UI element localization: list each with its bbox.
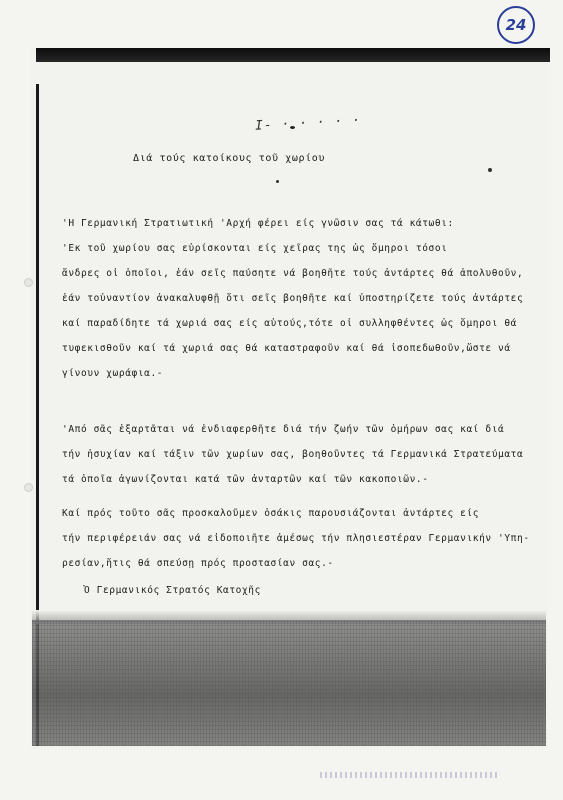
text-line: 'Η Γερμανική Στρατιωτική 'Αρχή φέρει είς γνῶσιν σας τά κάτωθι:: [62, 218, 454, 229]
scan-top-border: [36, 48, 550, 62]
document-heading: Διά τούς κατοίκους τοῦ χωρίου: [133, 153, 325, 164]
text-line: τήν ἡσυχίαν καί τάξιν τῶν χωρίων σας, βοηθοῦντες τά Γερμανικά Στρατεύματα: [62, 449, 524, 460]
text-line: τά ὁποῖα ἀγωνίζονται κατά τῶν ἀνταρτῶν καί τῶν κακοποιῶν.-: [62, 474, 429, 485]
archive-number: 24: [497, 6, 535, 44]
text-line: 'Από σᾶς ἐξαρτᾶται νά ἐνδιαφερθῆτε διά τήν ζωήν τῶν ὁμήρων σας καί διά: [62, 424, 505, 435]
text-line: ἐάν τοὐναντίον ἀνακαλυφθῇ ὅτι σεῖς βοηθῆτε καί ὑποστηρίζετε τούς ἀντάρτες: [62, 293, 524, 304]
text-line: καί παραδίδητε τά χωριά σας είς αὐτούς,τότε οἱ συλληφθέντες ὡς ὅμηροι θά: [62, 318, 518, 329]
date-stamp: I- · · · · ·: [254, 113, 362, 134]
punch-hole: [24, 278, 33, 287]
text-line: τυφεκισθοῦν καί τά χωριά σας θά καταστραφοῦν καί θά ἰσοπεδωθοῦν,ὥστε νά: [62, 343, 511, 354]
text-line: 'Εκ τοῦ χωρίου σας εὑρίσκονται είς χεῖρας της ὡς ὅμηροι τόσοι: [62, 243, 448, 254]
text-line: τήν περιφέρειάν σας νά εἰδοποιῆτε ἀμέσως τήν πλησιεστέραν Γερμανικήν 'Υπη-: [62, 533, 530, 544]
ink-speck: [488, 168, 492, 172]
scan-streak: [320, 772, 500, 778]
signature: Ὁ Γερμανικός Στρατός Κατοχῆς: [84, 585, 261, 596]
ink-speck: [276, 180, 279, 183]
text-line: ἄνδρες οἱ ὁποῖοι, ἐάν σεῖς παύσητε νά βοηθῆτε τούς ἀντάρτες θά ἀπολυθοῦν,: [62, 268, 524, 279]
text-line: γίνουν χωράφια.-: [62, 368, 164, 379]
text-line: ρεσίαν,ἥτις θά σπεύσῃ πρός προστασίαν σας.-: [62, 558, 334, 569]
punch-hole: [24, 483, 33, 492]
scan-noise-area: [32, 620, 546, 746]
text-line: Καί πρός τοῦτο σᾶς προσκαλοῦμεν ὁσάκις παρουσιάζονται ἀντάρτες είς: [62, 508, 480, 519]
